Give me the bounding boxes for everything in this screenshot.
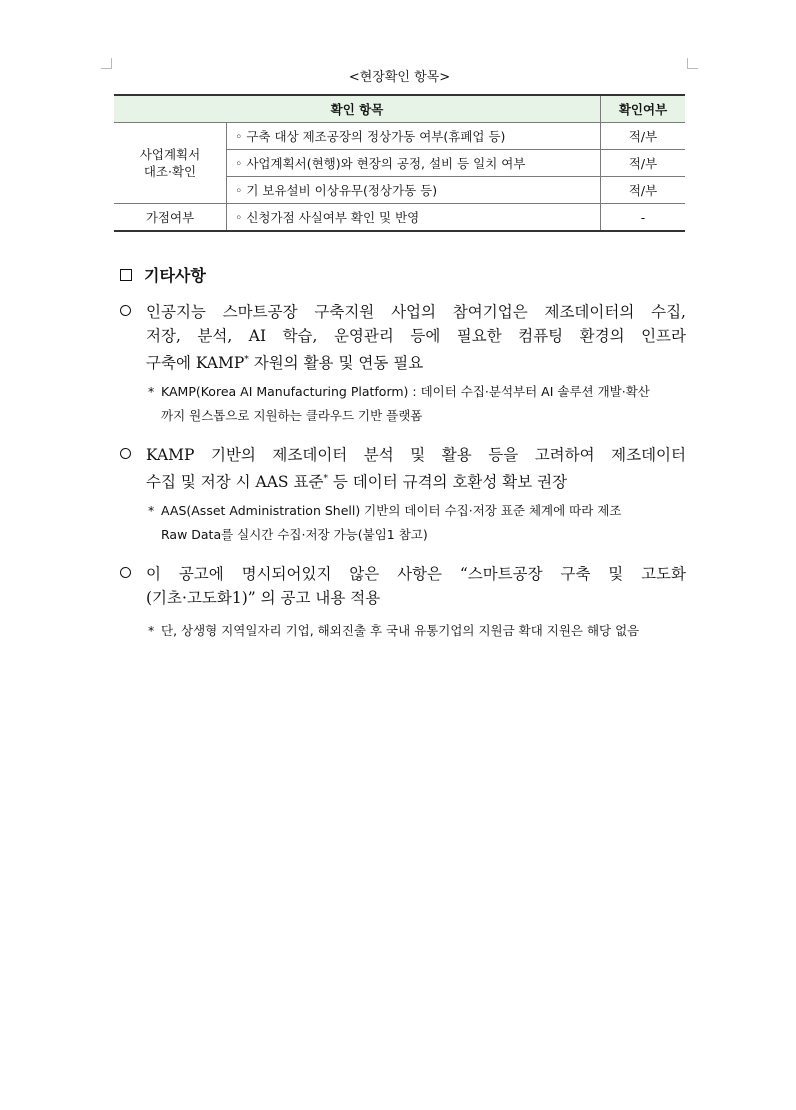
footnote — [148, 619, 688, 643]
site-check-table — [114, 94, 685, 232]
category-label-line: 대조·확인 — [143, 164, 197, 179]
bullet-line: 저장, 분석, AI 학습, 운영관리 등에 필요한 컴퓨팅 환경의 인프라 — [146, 327, 686, 345]
header-check-result: 확인여부 — [601, 95, 686, 123]
bullet-text: 자원의 활용 및 연동 필요 — [248, 354, 424, 373]
footnote-line — [148, 380, 688, 404]
bullet-item — [120, 443, 686, 494]
bullet-line: 인공지능 스마트공장 구축지원 사업의 참여기업은 제조데이터의 수집, — [146, 303, 686, 321]
footnote-mark: * — [323, 474, 328, 484]
footnote-line: 까지 원스톱으로 지원하는 클라우드 기반 플랫폼 — [161, 408, 423, 423]
check-result-cell: 적/부 — [601, 123, 686, 150]
footnote-line — [148, 499, 688, 523]
check-item-cell: ◦ 사업계획서(현행)와 현장의 공정, 설비 등 일치 여부 — [227, 150, 601, 177]
asterisk-mark: * — [148, 503, 155, 518]
footnote-line: Raw Data를 실시간 수집·저장 가능(붙임1 참고) — [161, 527, 428, 542]
page-corner-mark-right — [687, 58, 698, 69]
check-result-cell: - — [601, 204, 686, 232]
footnote-text: AAS(Asset Administration Shell) 기반의 데이터 수집·저장 표준 체계에 따라 제조 — [161, 503, 622, 518]
table-header-row — [114, 95, 685, 123]
check-result-cell: 적/부 — [601, 177, 686, 204]
bullet-line — [120, 348, 686, 375]
table-row — [114, 123, 685, 150]
category-cell: 가점여부 — [114, 204, 227, 232]
bullet-item — [120, 562, 686, 610]
asterisk-mark: * — [148, 384, 155, 399]
footnote-text: KAMP(Korea AI Manufacturing Platform) : 데이터 수집·분석부터 AI 솔루션 개발·확산 — [161, 384, 650, 399]
hollow-circle-bullet-icon — [120, 448, 131, 459]
asterisk-mark: * — [148, 623, 155, 638]
section-heading — [120, 263, 206, 286]
bullet-text: 구축에 KAMP — [146, 354, 245, 373]
bullet-text: 등 데이터 규격의 호환성 확보 권장 — [327, 473, 568, 492]
check-result-cell: 적/부 — [601, 150, 686, 177]
check-item-cell: ◦ 구축 대상 제조공장의 정상가동 여부(휴폐업 등) — [227, 123, 601, 150]
hollow-circle-bullet-icon — [120, 305, 131, 316]
checkbox-square-icon — [120, 269, 132, 281]
header-check-item: 확인 항목 — [114, 95, 601, 123]
table-title: <현장확인 항목> — [348, 70, 451, 85]
footnote — [148, 499, 688, 547]
bullet-item — [120, 300, 686, 375]
category-cell — [114, 123, 227, 204]
hollow-circle-bullet-icon — [120, 567, 131, 578]
footnote — [148, 380, 688, 428]
bullet-line — [120, 467, 686, 494]
bullet-line: (기초·고도화1)” 의 공고 내용 적용 — [146, 589, 381, 607]
bullet-line: KAMP 기반의 제조데이터 분석 및 활용 등을 고려하여 제조데이터 — [146, 446, 686, 464]
category-label-line: 사업계획서 — [139, 147, 201, 162]
check-item-cell: ◦ 신청가점 사실여부 확인 및 반영 — [227, 204, 601, 232]
footnote-mark: * — [244, 355, 249, 365]
footnote-line — [148, 619, 688, 643]
footnote-text: 단, 상생형 지역일자리 기업, 해외진출 후 국내 유통기업의 지원금 확대 지원은 해당 없음 — [161, 623, 640, 638]
bullet-line: 이 공고에 명시되어있지 않은 사항은 “스마트공장 구축 및 고도화 — [146, 565, 686, 583]
check-item-cell: ◦ 기 보유설비 이상유무(정상가동 등) — [227, 177, 601, 204]
table-row — [114, 204, 685, 232]
section-title: 기타사항 — [144, 266, 206, 285]
page-corner-mark-left — [101, 58, 112, 69]
bullet-text: 수집 및 저장 시 AAS 표준 — [146, 473, 324, 492]
